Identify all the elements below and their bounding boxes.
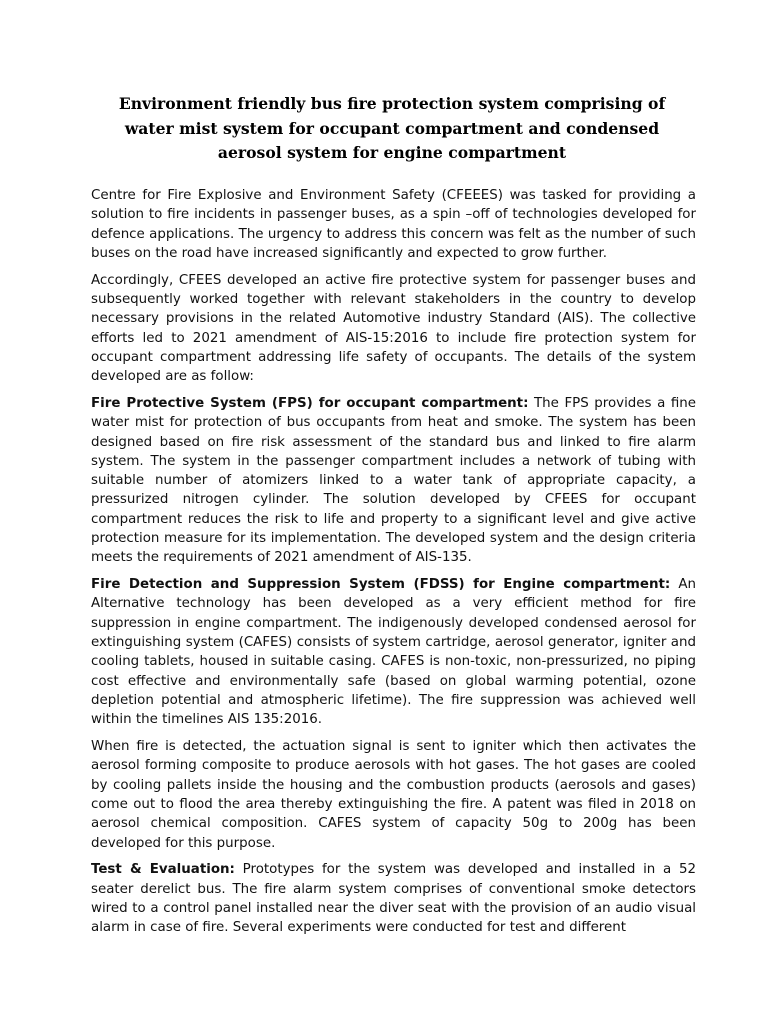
paragraph-test-evaluation [91, 860, 696, 937]
paragraph-text: Prototypes for the system was developed and installed in a 52 seater derelict bus. The fire alarm system comprises of conventional smoke detectors wired to a control panel installed near the diver seat with the provision of an audio visual alarm in case of fire. Several experiments were conducted for test and different [91, 862, 696, 936]
paragraph-text: An Alternative technology has been developed as a very efficient method for fire suppression in engine compartment. The indigenously developed condensed aerosol for extinguishing system (CAFES) consists of system cartridge, aerosol generator, igniter and cooling tablets, housed in suitable casing. CAFES is non-toxic, non-pressurized, no piping cost effective and environmentally safe (based on global warming potential, ozone depletion potential and atmospheric lifetime). The fire suppression was achieved well within the timelines AIS 135:2016. [91, 577, 696, 728]
paragraph-text: Accordingly, CFEES developed an active fire protective system for passenger buses and subsequently worked together with relevant stakeholders in the country to develop necessary provisions in the related Automotive industry Standard (AIS). The collective efforts led to 2021 amendment of AIS-15:2016 to include fire protection system for occupant compartment addressing life safety of occupants. The details of the system developed are as follow: [91, 272, 696, 385]
paragraph-fdss [91, 575, 696, 729]
document-body [91, 186, 696, 945]
paragraph-heading: Fire Detection and Suppression System (FDSS) for Engine compartment: [91, 577, 671, 593]
paragraph-heading: Test & Evaluation: [91, 862, 235, 878]
paragraph-accordingly [91, 271, 696, 387]
paragraph-text: The FPS provides a fine water mist for protection of bus occupants from heat and smoke. The system has been designed based on fire risk assessment of the standard bus and linked to fire alarm system. The system in the passenger compartment includes a network of tubing with suitable number of atomizers linked to a water tank of appropriate capacity, a pressurized nitrogen cylinder. The solution developed by CFEES for occupant compartment reduces the risk to life and property to a significant level and give active protection measure for its implementation. The developed system and the design criteria meets the requirements of 2021 amendment of AIS-135. [91, 395, 696, 566]
paragraph-text: Centre for Fire Explosive and Environment Safety (CFEEES) was tasked for providing a solution to fire incidents in passenger buses, as a spin –off of technologies developed for defence applications. The urgency to address this concern was felt as the number of such buses on the road have increased significantly and expected to grow further. [91, 188, 696, 261]
paragraph-heading: Fire Protective System (FPS) for occupant compartment: [91, 395, 529, 411]
document-title: Environment friendly bus fire protection system comprising of water mist system for occupant compartment and condensed aerosol system for engine compartment [118, 94, 666, 162]
paragraph-fps [91, 394, 696, 568]
paragraph-text: When fire is detected, the actuation signal is sent to igniter which then activates the aerosol forming composite to produce aerosols with hot gases. The hot gases are cooled by cooling pallets inside the housing and the combustion products (aerosols and gases) come out to flood the area thereby extinguishing the fire. A patent was filed in 2018 on aerosol chemical composition. CAFES system of capacity 50g to 200g has been developed for this purpose. [91, 739, 696, 851]
paragraph-actuation [91, 737, 696, 853]
paragraph-intro [91, 186, 696, 263]
